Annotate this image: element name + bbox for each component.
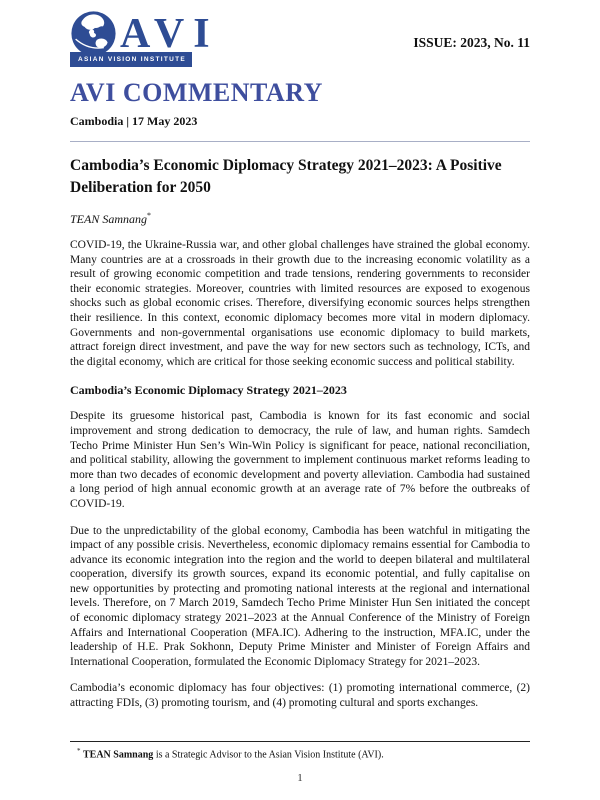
author-footnote-mark: * — [147, 211, 152, 220]
document-header — [70, 10, 530, 67]
dateline: Cambodia | 17 May 2023 — [70, 114, 198, 128]
masthead-divider — [70, 141, 530, 142]
section-heading: Cambodia’s Economic Diplomacy Strategy 2021–2023 — [70, 383, 347, 398]
avi-logo — [70, 10, 219, 67]
page-number: 1 — [297, 772, 303, 784]
paragraph-strategy: Due to the unpredictability of the global economy, Cambodia has been watchful in mitigating the impact of any possible crisis. Nevertheless, economic diplomacy remains essential for Cambodia to advance its economic integration into the region and the world to deepen bilateral and multilateral cooperation, diversify its growth sources, expand its economic potential, and fully capitalise on new opportunities by protecting and promoting national interests at the regional and international levels. Therefore, on 7 March 2019, Samdech Techo Prime Minister Hun Sen initiated the concept of economic diplomacy strategy 2021–2023 at the Annual Conference of the Ministry of Foreign Affairs and International Cooperation (MFA.IC). Adhering to the instruction, MFA.IC, under the leadership of H.E. Prak Sokhonn, Deputy Prime Minister and Minister of Foreign Affairs and International Cooperation, formulated the Economic Diplomacy Strategy for 2021–2023. — [70, 524, 530, 668]
logo-banner: ASIAN VISION INSTITUTE — [70, 52, 192, 67]
author-line — [70, 209, 530, 226]
avi-logo-top — [70, 10, 219, 57]
footnote — [70, 745, 530, 761]
logo-acronym: AVI — [120, 10, 219, 57]
paragraph-history: Despite its gruesome historical past, Cambodia is known for its fast economic and social improvement and strong dedication to democracy, the rule of law, and human rights. Samdech Techo Prime Minister Hun Sen’s Win-Win Policy is significant for peace, national reconciliation, and political stability, allowing the government to implement continuous market reforms leading to more than two decades of economic development and poverty alleviation. Cambodia had sustained a long period of high annual economic growth at an average rate of 7% before the outbreaks of COVID-19. — [70, 410, 530, 510]
footnote-text: is a Strategic Advisor to the Asian Vision Institute (AVI). — [153, 749, 384, 761]
footnote-mark: * — [77, 747, 81, 755]
footnote-area — [70, 741, 530, 761]
issue-label: ISSUE: 2023, No. 11 — [413, 35, 530, 50]
paragraph-objectives: Cambodia’s economic diplomacy has four objectives: (1) promoting international commerce, (2) attracting FDIs, (3) promoting tourism, and (4) promoting cultural and sports exchanges. — [70, 682, 530, 710]
globe-asia-icon — [70, 10, 117, 57]
footnote-author: TEAN Samnang — [83, 749, 154, 761]
footnote-divider — [70, 741, 530, 742]
article-title: Cambodia’s Economic Diplomacy Strategy 2021–2023: A Positive Deliberation for 2050 — [70, 157, 502, 196]
masthead-title: AVI COMMENTARY — [70, 78, 323, 107]
paragraph-intro: COVID-19, the Ukraine-Russia war, and other global challenges have strained the global economy. Many countries are at a crossroads in their growth due to the increasing economic volatility as a result of growing economic competition and trade tensions, rendering governments to reconsider their economic strategies. Moreover, countries with limited resources are exposed to exogenous shocks such as global economic crises. Therefore, diversifying economic sources helps strengthen their resilience. In this context, economic diplomacy becomes more vital in modern diplomacy. Governments and non-governmental organisations use economic diplomacy to build markets, attract foreign direct investment, and pave the way for new sectors such as technology, ICTs, and the digital economy, which are critical for those seeking economic success and political stability. — [70, 239, 530, 368]
author-name: TEAN Samnang — [70, 212, 148, 226]
